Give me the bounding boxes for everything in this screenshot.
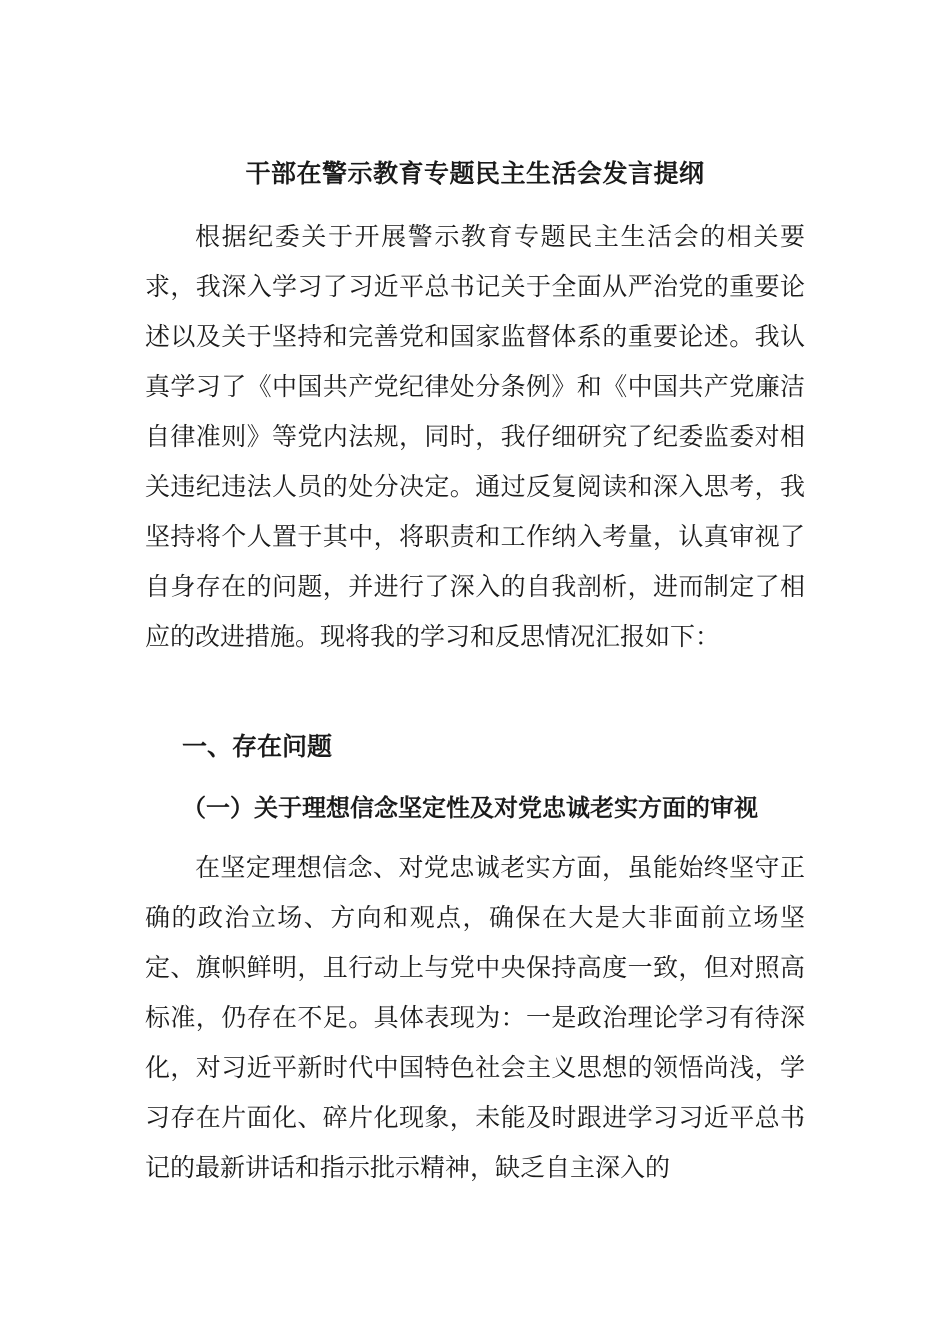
document-title: 干部在警示教育专题民主生活会发言提纲 xyxy=(245,159,705,188)
body-paragraph: 在坚定理想信念、对党忠诚老实方面，虽能始终坚守正确的政治立场、方向和观点，确保在大是大非面前立场坚定、旗帜鲜明，且行动上与党中央保持高度一致，但对照高标准，仍存在不足。具体表现为：一是政治理论学习有待深化，对习近平新时代中国特色社会主义思想的领悟尚浅，学习存在片面化、碎片化现象，未能及时跟进学习习近平总书记的最新讲话和指示批示精神，缺乏自主深入的 xyxy=(145,853,805,1182)
intro-paragraph: 根据纪委关于开展警示教育专题民主生活会的相关要求，我深入学习了习近平总书记关于全面从严治党的重要论述以及关于坚持和完善党和国家监督体系的重要论述。我认真学习了《中国共产党纪律处分条例》和《中国共产党廉洁自律准则》等党内法规，同时，我仔细研究了纪委监委对相关违纪违法人员的处分决定。通过反复阅读和深入思考，我坚持将个人置于其中，将职责和工作纳入考量，认真审视了自身存在的问题，并进行了深入的自我剖析，进而制定了相应的改进措施。现将我的学习和反思情况汇报如下： xyxy=(145,222,805,651)
subsection-heading: （一）关于理想信念坚定性及对党忠诚老实方面的审视 xyxy=(182,794,758,822)
section-heading: 一、存在问题 xyxy=(182,732,333,761)
